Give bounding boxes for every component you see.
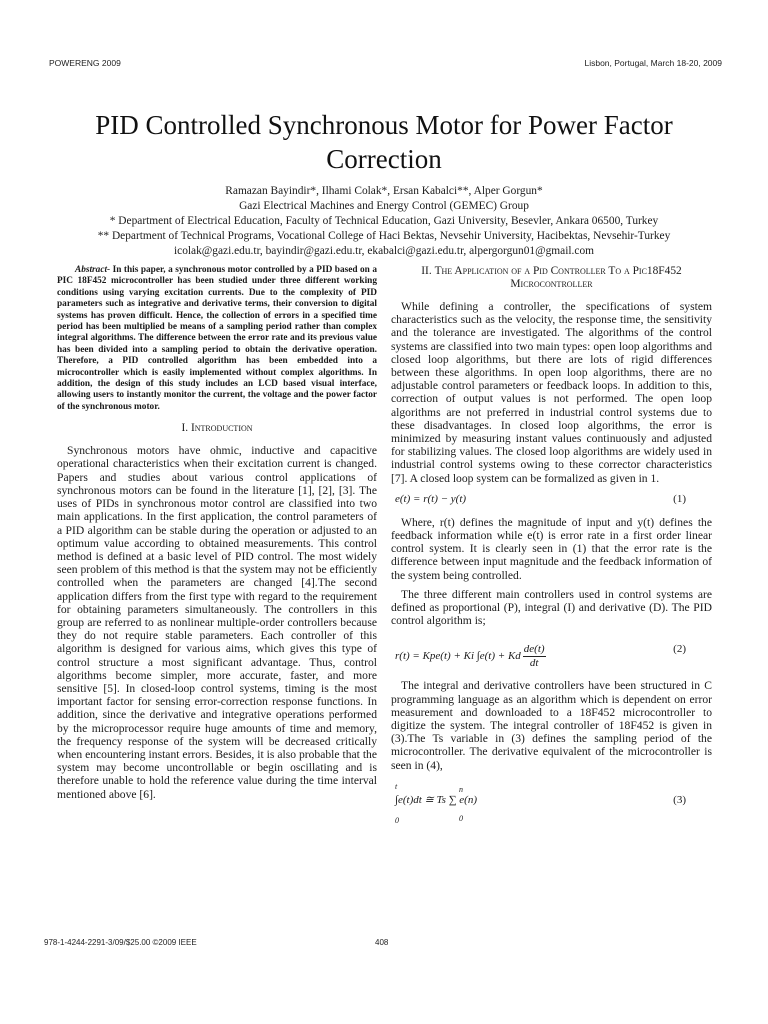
section-2-heading (391, 265, 712, 291)
equation-3-expression: ∫e(t)dt ≅ Ts ∑ e(n) (395, 793, 477, 806)
equation-1-number: (1) (673, 492, 686, 505)
conference-header: POWERENG 2009 (49, 58, 121, 68)
section-2-title-line-1: The Application of a Pid Controller To a Pic18F452 (434, 265, 682, 277)
author-affiliation-2: ** Department of Technical Programs, Vocational College of Haci Bektas, Nevsehir University, Hacibektas, Nevsehir-Turkey (97, 230, 671, 242)
section-1-heading (57, 422, 377, 435)
section-2-paragraph-2: Where, r(t) defines the magnitude of input and y(t) defines the feedback information while e(t) is error rate in a first order linear control system. It is clearly seen in (1) that the error rate is the difference between input magnitude and the feedback information of the system being controlled. (391, 515, 712, 582)
abstract-lead: Abstract- (75, 265, 111, 275)
equation-3-number: (3) (673, 793, 686, 806)
paper-title (40, 108, 728, 176)
page-number: 408 (375, 938, 389, 947)
equation-2-fraction (523, 643, 546, 670)
abstract-text: In this paper, a synchronous motor controlled by a PID based on a PIC 18F452 microcontroller has been studied under three different working conditions using varying excitation currents. Due to the complexity of PID parameters such as integrative and derivative terms, their conversion to digital systems has proven difficult. Hence, the collection of errors in a specified time period has been multiplied be means of a sampling period rather than complex integral algorithms. The difference between the error rate and its previous value has been divided into a sampling period to obtain the derivative operation. Therefore, a PID controlled algorithm has been embedded into a microcontroller which is easily implemented without complex algorithms. In addition, the design of this study includes an LCD based visual interface, allowing users to instantly monitor the current, the voltage and the power factor of the synchronous motor. (57, 265, 377, 412)
equation-3-sum-lower-limit: 0 (459, 813, 463, 823)
paper-title-line-1: PID Controlled Synchronous Motor for Power Factor (95, 110, 673, 140)
author-block (40, 184, 728, 259)
equation-1-expression: e(t) = r(t) − y(t) (395, 492, 467, 505)
section-2-number: II. (421, 265, 432, 277)
author-affiliation-1: * Department of Electrical Education, Faculty of Technical Education, Gazi University, Besevler, Ankara 06500, Turkey (109, 215, 659, 227)
section-2-title-line-2: Microcontroller (510, 278, 593, 290)
author-group: Gazi Electrical Machines and Energy Control (GEMEC) Group (239, 200, 529, 212)
section-2-paragraph-4: The integral and derivative controllers have been structured in C programming language as an algorithm which is dependent on error measurement and downloaded to a 18F452 microcontroller to digitize the system. The integral controller of 18F452 is given in (3).The Ts variable in (3) defines the sampling period of the microcontroller. The derivative equivalent of the microcontroller is seen in (4), (391, 679, 712, 772)
equation-2-fraction-denominator: dt (529, 657, 539, 670)
author-emails: icolak@gazi.edu.tr, bayindir@gazi.edu.tr, ekabalci@gazi.edu.tr, alpergorgun01@gmail.com (173, 245, 595, 257)
left-column (57, 265, 377, 807)
equation-2-fraction-numerator: de(t) (523, 643, 545, 656)
paper-title-line-2: Correction (326, 144, 442, 174)
equation-3-integral-upper-limit: t (395, 781, 398, 791)
footer-copyright: 978-1-4244-2291-3/09/$25.00 ©2009 IEEE (44, 938, 197, 947)
conference-location-date: Lisbon, Portugal, March 18-20, 2009 (584, 58, 722, 68)
section-1-title: Introduction (190, 422, 253, 435)
equation-3-sum-upper-limit: n (459, 784, 463, 794)
equation-3-integral-lower-limit: 0 (395, 815, 399, 825)
equation-2-number: (2) (673, 643, 686, 656)
section-1-number: I. (181, 422, 189, 435)
equation-3 (391, 778, 712, 824)
section-2-paragraph-3: The three different main controllers used in control systems are defined as proportional (P), integral (I) and derivative (D). The PID control algorithm is; (391, 587, 712, 628)
author-names: Ramazan Bayindir*, Ilhami Colak*, Ersan Kabalci**, Alper Gorgun* (225, 185, 543, 197)
abstract (57, 265, 377, 413)
equation-2-expression: r(t) = Kpe(t) + Ki ∫e(t) + Kd (395, 650, 521, 663)
right-column (391, 265, 712, 824)
section-2-paragraph-1: While defining a controller, the specifications of system characteristics such as the velocity, the response time, the sensitivity and the tolerance are investigated. The algorithms of the control systems are classified into two main types: open loop algorithms and closed loop algorithms, but there are lots of rigid differences between these algorithms. In open loop algorithms, there are no adjustable control parameters or feedback loops. In addition to this, correction of output values is not performed. The open loop algorithms are not preferred in industrial control systems due to these disadvantages. In closed loop algorithms, the error is minimized by measuring instant values continuously and adjusted for stabilizing values. The closed loop algorithms are widely used in industrial control systems owing to these corrector characteristics [7]. A closed loop system can be formalized as given in 1. (391, 300, 712, 485)
equation-1 (391, 491, 712, 509)
equation-2 (391, 633, 712, 669)
section-1-paragraph: Synchronous motors have ohmic, inductive and capacitive operational characteristics when their excitation current is changed. Papers and studies about various control applications of synchronous motors can be found in the literature [1], [2], [3]. The uses of PIDs in synchronous motor control are classified into two main applications. In the first application, the control parameters of a PID algorithm can be stable during the operation or adjusted to an optimum value according to obtained measurements. This control method is defined at a basic level of PID control. The most widely seen problem of this method is that the system may not be efficiently controlled when the parameters are changed [4].The second application differs from the first type with regard to the requirement for obtaining parameters simultaneously. The controllers in this group are referred to as nonlinear multiple-order controllers because they do not require stable parameters. Each controller of this algorithm is designed for various aims, which gives this type of control structure a most significant advantage. Thus, control algorithms become simpler, more accurate, faster, and more sensitive [5]. In closed-loop control systems, timing is the most important factor for sensing error-correction response functions. In addition, since the derivative and integrative operations performed by the microprocessor require huge amounts of time and memory, the frequency response of the system will be decreased critically when encountering instant errors. Besides, it is also probable that the system may become uncontrollable or begin oscillating and is therefore unable to hold the reference value during the time interval mentioned above [6]. (57, 444, 377, 801)
